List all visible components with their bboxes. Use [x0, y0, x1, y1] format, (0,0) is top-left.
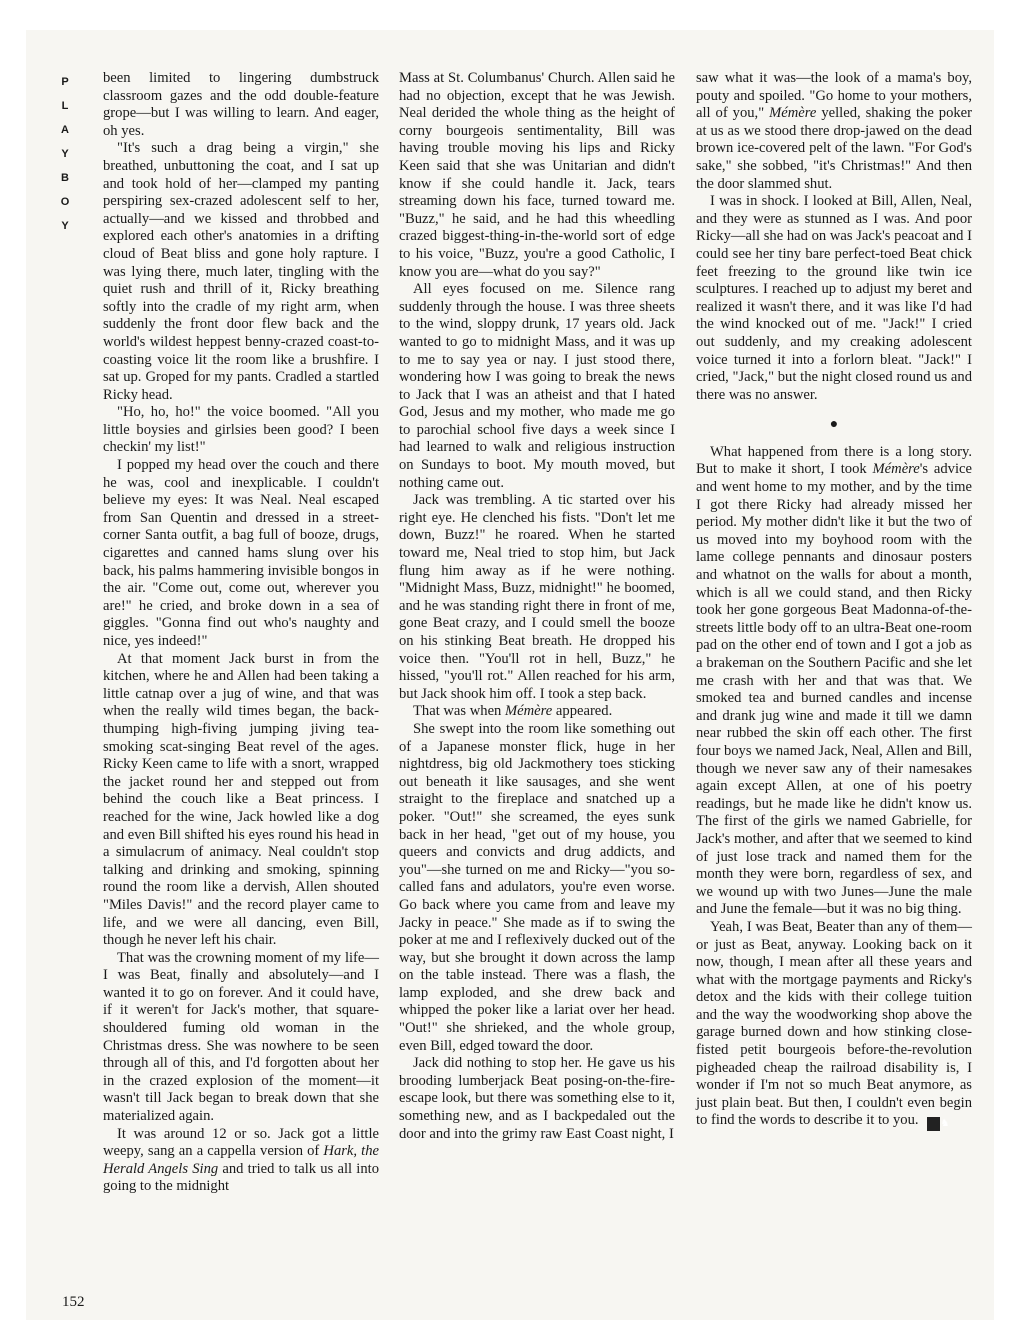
text-column-2 [399, 70, 675, 1143]
page-number: 152 [62, 1294, 85, 1310]
paragraph: been limited to lingering dumbstruck classroom gazes and the odd double-feature grope—but I was willing to learn. And eager, oh yes. [103, 70, 379, 139]
paragraph: I popped my head over the couch and there he was, cool and inexplicable. I couldn't believe my eyes: It was Neal. Neal escaped from San Quentin and dressed in a street-corner Santa outfit, a bag full of booze, drugs, cigarettes and canned hams slung over his back, his palms hammering invisible bongos in the air. "Come out, come out, wherever you are!" he cried, and broke down in a sea of giggles. "Gonna find out who's naughty and nice, yes indeed!" [103, 457, 379, 649]
paragraph: At that moment Jack burst in from the kitchen, where he and Allen had been taking a little catnap over a jug of wine, and that was when the really wild times began, the back-thumping high-fiving jumping jiving tea-smoking scat-singing Beat revel of the ages. Ricky Keen came to life with a snort, wrapped the jacket round her and stepped out from behind the couch like a Beat princess. I reached for the wine, Jack howled like a dog and even Bill shifted his eyes round his head in a simulacrum of animacy. Neal couldn't stop talking and drinking and smoking, spinning round the room like a dervish, Allen shouted "Miles Davis!" and the record player came to life, and we were all dancing, even Bill, though he never left his chair. [103, 650, 380, 949]
paragraph [103, 1126, 379, 1196]
paragraph: Mass at St. Columbanus' Church. Allen said he had no objection, except that he was Jewish. Neal derided the whole thing as the height of corny bourgeois sentimentality, Bill was having trouble moving his lips and Ricky Keen said that she was Unitarian and didn't know if she could handle it. Jack, tears streaming down his face, turned toward me. "Buzz," he said, and he had this wheedling crazed biggest-thing-in-the-world sort of edge to his voice, "Buzz, you're a good Catholic, I know you are—what do you say?" [399, 70, 675, 280]
folio-letter: O [60, 196, 70, 208]
paragraph: I was in shock. I looked at Bill, Allen, Neal, and they were as stunned as I was. And poor Ricky—all she had on was Jack's peacoat and I could see her tiny bare perfect-toed Beat chick feet freezing to the ground like twin ice sculptures. I reached up to adjust my beret and realized it wasn't there, and it was like I'd had the wind knocked out of me. "Jack!" I cried out suddenly, and my creaking adolescent voice turned it into a forlorn bleat. "Jack!" I cried, "Jack," but the night closed round us and there was no answer. [696, 193, 972, 403]
folio-letter: B [61, 172, 69, 184]
song-title: Hark, the Herald Angels Sing [103, 1143, 380, 1177]
text-run: Yeah, I was Beat, Beater than any of them—or just as Beat, anyway. Looking back on it now, though, I mean after all these years and what with the mortgage payments and Ricky's detox and the kids with their college tuition and the way the woodworking shop above the garage burned down and how stinking close-fisted petit bourgeois before-the-revolution pigheaded cheap the railroad disability is, I wonder if I'm not so much Beat anymore, as just plain beat. But then, I couldn't even begin to find the words to describe it to you. [696, 918, 972, 1129]
character-name: Mémère [769, 105, 817, 122]
character-name: Mémère [505, 703, 553, 720]
paragraph: "It's such a drag being a virgin," she breathed, unbuttoning the coat, and I sat up and took hold of her—clamped my panting perspiring sex-crazed adolescent self to her, actually—and we kissed and throbbed and explored each other's anatomies in a drifting cloud of Beat bliss and gone holy rapture. I was lying there, much later, tingling with the quiet rush and thrill of it, Ricky breathing softly into the cradle of my right arm, when suddenly the front door flew back and the world's wildest heppest benny-crazed coast-to-coasting voice lit the room like a brushfire. I sat up. Groped for my pants. Cradled a startled Ricky head. [103, 140, 379, 403]
paragraph: Jack was trembling. A tic started over his right eye. He clenched his fists. "Don't let me down, Buzz!" he roared. When he started toward me, Neal tried to stop him, but Jack flung him away as if he were nothing. "Midnight Mass, Buzz, midnight!" he boomed, and he was standing right there in front of me, gone Beat crazy, and I could smell the booze on his stinking Beat breath. He dropped his voice then. "You'll rot in hell, Buzz," he hissed, "you'll rot." Allen reached for his arm, but Jack shook him off. I took a step back. [399, 492, 675, 702]
text-run: 's advice and went home to my mother, and by the time I got there Ricky had already missed her period. My mother didn't like it but the two of us moved into my boyhood room with the lame college pennants and dinosaur posters and whatnot on the walls for about a month, which is all we could stand, and then Ricky took her gone gorgeous Beat Madonna-of-the-streets little body off to an ultra-Beat one-room pad on the other end of town and I got a job as a brakeman on the Southern Pacific and she let me crash with her and that was that. We smoked tea and burned candles and incense and drank jug wine and made it till we damn near rubbed the skin off each other. The first four boys we named Jack, Neal, Allen and Bill, though we never saw any of their namesakes again except Allen, at one of his poetry readings, but he made like he didn't know us. The first of the girls we named Gabrielle, for Jack's mother, and after that we seemed to kind of just lose track and named them for the month they were born, regardless of sex, and we wound up with two Junes—June the male and June the female—but it was no big thing. [696, 461, 972, 918]
text-column-1 [103, 70, 379, 1196]
text-run: It was around 12 or so. Jack got a little weepy, sang an a cappella version of [103, 1125, 379, 1160]
text-run: yelled, shaking the poker at us as we stood there drop-jawed on the dead brown ice-covered pelt of the lawn. "For God's sake," she sobbed, "it's Christmas!" And then the door slammed shut. [696, 105, 972, 192]
magazine-page [26, 30, 994, 1320]
folio-letter: L [61, 100, 69, 112]
rabbit-head-end-icon: ♞ [927, 1117, 940, 1131]
text-run: and tried to talk us all into going to the midnight [103, 1160, 380, 1195]
paragraph [696, 444, 972, 919]
text-run: saw what it was—the look of a mama's boy, pouty and spoiled. "Go home to your mothers, all of you," [696, 70, 972, 122]
paragraph: That was the crowning moment of my life—I was Beat, finally and absolutely—and I wanted it to go on forever. And it could have, if it weren't for Jack's mother, that square-shouldered fuming old woman in the Christmas dress. She was nowhere to be seen through all of this, and I'd forgotten about her in the crazed explosion of the moment—it wasn't till Jack began to break down that she materialized again. [103, 949, 379, 1125]
paragraph [399, 703, 675, 721]
folio-letter: Y [61, 148, 69, 160]
text-run: What happened from there is a long story. But to make it short, I took [696, 443, 972, 478]
paragraph: She swept into the room like something out of a Japanese monster flick, huge in her nightdress, big old Jackmothery toes sticking out beneath it like sausages, and she went straight to the fireplace and snatched up a poker. "Out!" she screamed, the eyes sunk back in her head, "get out of my house, you queers and convicts and drug addicts, and you"—she turned on me and Ricky—"you so-called fans and adulators, you're even worse. Go back where you came from and leave my Jacky in peace." She made as if to swing the poker at me and I reflexively ducked out of the way, but she brought it down across the lamp on the table instead. There was a flash, the lamp exploded, and she drew back and whipped the poker like a lariat over her head. "Out!" she shrieked, and the whole group, even Bill, edged toward the door. [399, 720, 675, 1054]
paragraph: Jack did nothing to stop her. He gave us his brooding lumberjack Beat posing-on-the-fire-escape look, but there was something else to it, something new, and as I backpedaled out the door and into the grimy raw East Coast night, I [399, 1055, 675, 1142]
paragraph: "Ho, ho, ho!" the voice boomed. "All you little boysies and girlsies been good? I been checkin' my list!" [103, 404, 379, 456]
paragraph: All eyes focused on me. Silence rang suddenly through the house. I was three sheets to the wind, sloppy drunk, 17 years old. Jack wanted to go to midnight Mass, and it was up to me to say yea or nay. I just stood there, wondering how I was going to break the news to Jack that I was an atheist and that I hated God, Jesus and my mother, who made me go to parochial school five days a week since I had learned to walk and religious instruction on Sundays to boot. My mouth moved, but nothing came out. [399, 281, 675, 491]
magazine-folio-brand [56, 70, 74, 238]
character-name: Mémère [872, 461, 920, 478]
section-break-bullet: ● [829, 417, 839, 433]
text-run: appeared. [552, 703, 613, 720]
folio-letter: Y [61, 220, 69, 232]
text-column-3 [696, 70, 972, 1131]
folio-letter: A [61, 124, 69, 136]
text-run: That was when [413, 703, 505, 720]
folio-letter: P [61, 76, 69, 88]
paragraph [696, 70, 972, 193]
paragraph [696, 919, 972, 1132]
